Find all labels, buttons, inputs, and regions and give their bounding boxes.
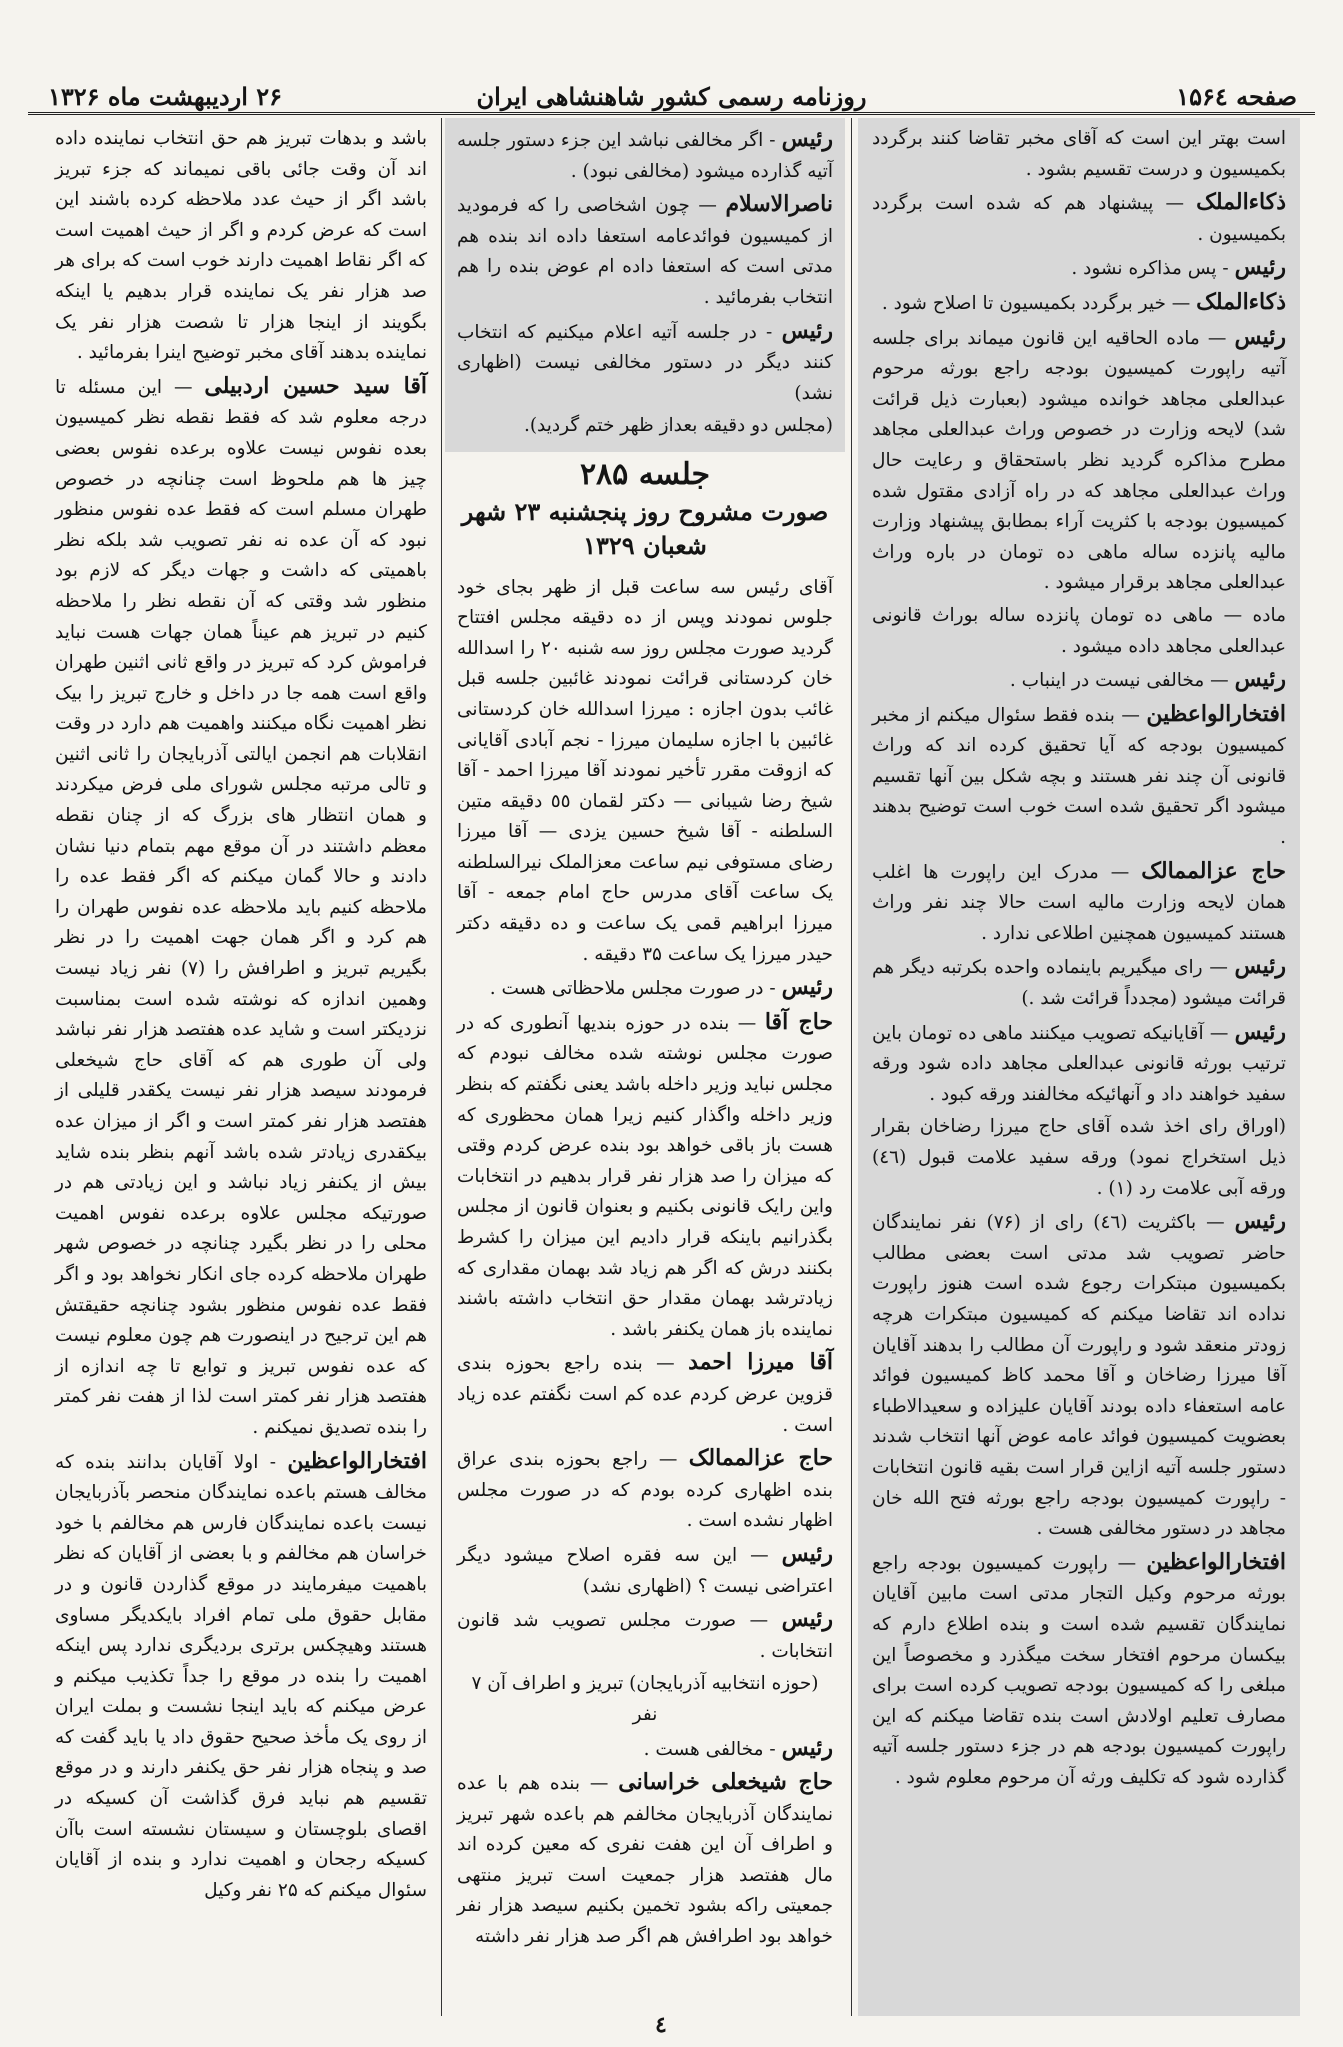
paragraph xyxy=(457,1347,833,1441)
speaker-name: افتخارالواعظین xyxy=(1146,700,1286,727)
paragraph-text: - اگر مخالفی نباشد این جزء دستور جلسه آتیه گذارده میشود (مخالفی نبود) . xyxy=(457,130,833,182)
paragraph-text: - پس مذاکره نشود . xyxy=(1071,258,1229,280)
paragraph-text: (مجلس دو دقیقه بعداز ظهر ختم گردید). xyxy=(523,415,833,437)
paragraph-text: — ماده الحاقیه این قانون میماند برای جلسه آتیه راپورت کمیسیون بودجه راجع بورثه مرحوم عبدالعلی مجاهد خوانده میشود (بعبارت ذیل قرائت شد) لایحه وزارت در خصوص وراث عبدالعلی مجاهد مطرح مذاکره گردید نظر باستحقاق و رعایت حال وراث عبدالعلی مجاهد که در راه آزادی مقتول شده کمیسیون بودجه با کثریت آراء بمطابق پیشنهاد وزارت مالیه پانزده ساله ماهی ده تومان در باره وراث عبدالعلی مجاهد برقرار میشود . xyxy=(872,327,1286,594)
paragraph-text: است بهتر این است که آقای مخبر تقاضا کنند برگردد بکمیسیون و درست تقسیم بشود . xyxy=(872,128,1286,180)
session-title: جلسه ۲۸۵ xyxy=(579,456,711,492)
speaker-name: رئیس xyxy=(1234,323,1286,350)
speaker-name: رئیس xyxy=(1234,953,1286,980)
paragraph xyxy=(55,124,427,369)
speaker-name: آقا میرزا احمد xyxy=(688,1349,833,1376)
middle-shaded-block xyxy=(445,118,845,452)
column-divider xyxy=(441,118,442,2016)
paragraph-text: — باکثریت (٤٦) رای از (۷۶) نفر نمایندگان حاضر تصویب شد مدتی است بعضی مطالب بکمیسیون مبتکرات رجوع شده است هنوز راپورت نداده اند تقاضا میکنم که کمیسیون مبتکرات هرچه زودتر منعقد شود و راپورت آن مطالب را بدهند آقایان آقا میرزا رضاخان و آقا محمد کاظ کمیسیون فوائد عامه استعفاء داده بودند آقایان علیزاده و سعیدالاطباء بعضویت کمیسیون فوائد عامه عوض آنها انتخاب شدند دستور جلسه آتیه ازاین قرار است بقیه قانون انتخابات - راپورت کمیسیون بودجه راجع بورثه فتح الله خان مجاهد در دستور مخالفی هست . xyxy=(872,1212,1286,1540)
paragraph-text: — پیشنهاد هم که شده است برگردد بکمیسیون . xyxy=(872,193,1286,245)
paragraph xyxy=(457,1539,833,1602)
speaker-name: رئیس xyxy=(781,1606,833,1633)
right-column xyxy=(858,118,1300,2016)
paragraph xyxy=(457,1767,833,1953)
paragraph xyxy=(457,189,833,313)
paragraph-text: — این سه فقره اصلاح میشود دیگر اعتراضی نیست ؟ (اظهاری نشد) xyxy=(457,1544,833,1597)
paragraph-text: ماده — ماهی ده تومان پانزده ساله بوراث قانونی عبدالعلی مجاهد داده میشود . xyxy=(872,604,1286,657)
speaker-name: رئیس xyxy=(781,1734,833,1761)
paragraph xyxy=(872,322,1286,599)
paragraph xyxy=(457,972,833,1005)
paragraph xyxy=(872,601,1286,662)
paragraph-text: (اوراق رای اخذ شده آقای حاج میرزا رضاخان بقرار ذیل استخراج نمود) ورقه سفید علامت قبول (٤٦) ورقه آبی علامت رد (۱) . xyxy=(872,1116,1286,1199)
speaker-name: رئیس xyxy=(781,317,833,344)
paragraph-text: - اولا آقایان بدانند بنده که مخالف هستم باعده نمایندگان منحصر بآذربایجان نیست باعده نمایندگان فارس هم مخالفم با خود خراسان هم مخالفم و با بعضی از آقایان که نظر باهمیت میفرمایند در موقع گذاردن قانون و در مقابل حقوق ملی تمام افراد بایکدیگر مساوی هستند وهیچکس برتری بردیگری ندارد پس اینکه اهمیت را بنده در موقع را جداً تکذیب میکنم و عرض میکنم که باید اینجا نشست و بملت ایران از روی یک مأخذ صحیح حقوق داد یا باید گفت که صد و پنجاه هزار نفر حق یکنفر دارند و در موقع تقسیم هم نباید فرق گذاشت آن کسیکه در اقصای بلوچستان و سیستان نشسته است باآن کسیکه رجحان و اهمیت ندارد و بنده از آقایان سئوال میکنم که ۲۵ نفر وکیل xyxy=(55,1451,427,1901)
paragraph-text: - مخالفی هست . xyxy=(643,1738,776,1760)
speaker-name: رئیس xyxy=(1234,1018,1286,1045)
speaker-name: رئیس xyxy=(781,1540,833,1567)
paragraph-text: — مدرک این راپورت ها اغلب همان لایحه وزارت مالیه است حالا چند نفر وراث هستند کمیسیون همچنین اطلاعی ندارد . xyxy=(872,861,1286,944)
paragraph-text: - در جلسه آتیه اعلام میکنیم که انتخاب کنند دیگر در دستور مخالفی نیست (اظهاری نشد) xyxy=(457,321,833,404)
page-number: ٤ xyxy=(655,2012,667,2038)
paragraph-text: — رای میگیریم باینماده واحده بکرتبه دیگر هم قرائت میشود (مجدداً قرائت شد .) xyxy=(872,957,1286,1010)
page-label: صفحه ۱۵۶٤ xyxy=(1176,82,1297,111)
paragraph-text: — چون اشخاصی را که فرمودید از کمیسیون فوائدعامه استعفا داده اند بنده هم مدتی است که استعفا داده ام عوض بنده را هم انتخاب بفرمائید . xyxy=(457,195,833,308)
speaker-name: آقا سید حسین اردبیلی xyxy=(204,372,427,399)
paragraph xyxy=(872,699,1286,854)
speaker-name: ذکاءالملک xyxy=(1196,189,1286,216)
speaker-name: ذکاءالملک xyxy=(1196,288,1286,315)
paragraph-text: — بنده در حوزه بندیها آنطوری که در صورت مجلس نوشته شده مخالف نبودم که مجلس نباید وزیر داخله باشد یعنی نگفتم که بنظر وزیر داخله واگذار کنیم زیرا همان محظوری که هست باز باقی خواهد بود بنده عرض کردم وقتی که میزان را صد هزار نفر قرار بدهیم در انتخابات واین رایک قانونی بکنیم و بعنوان قانون از مجلس بگذرانیم باینکه قرار دادیم این میزان را کشرط بکنند درش که اگر هم زیاد شد بهمان مقداری که زیادترشد بهمان مقدار حق انتخاب داشته باشند نماینده باز همان یکنفر باشد . xyxy=(457,1012,833,1340)
speaker-name: حاج عزالممالک xyxy=(688,1445,833,1472)
paragraph-text: — بنده فقط سئوال میکنم از مخبر کمیسیون بودجه که آیا تحقیق کرده اند که وراث قانونی آن چند نفر هستند و بچه شکل بین آنها تقسیم میشود اگر تحقیق شده است خوب است توضیح بدهند . xyxy=(872,704,1286,849)
paragraph xyxy=(55,371,427,1444)
paragraph xyxy=(457,1669,833,1730)
speaker-name: حاج شیخعلی خراسانی xyxy=(618,1769,834,1796)
paragraph-text: — بنده هم با عده نمایندگان آذربایجان مخالفم هم باعده شهر تبریز و اطراف آن این هفت نفری که معین کرده اند مال هفتصد هزار جمعیت است تبریز منتهی جمعیتی راکه بشود تخمین بکنیم سیصد هزار نفر خواهد بود اطرافش هم اگر صد هزار نفر داشته xyxy=(457,1773,833,1948)
paragraph xyxy=(872,187,1286,250)
paragraph xyxy=(55,1446,427,1907)
paragraph xyxy=(457,124,833,187)
paragraph xyxy=(457,1443,833,1537)
paragraph xyxy=(872,1017,1286,1111)
middle-body xyxy=(457,573,833,1953)
newspaper-title: روزنامه رسمی کشور شاهنشاهی ایران xyxy=(476,82,867,111)
paragraph-text: (حوزه انتخابیه آذربایجان) تبریز و اطراف آن ۷ نفر xyxy=(471,1673,819,1725)
issue-date: ۲۶ اردیبهشت ماه ۱۳۲۶ xyxy=(48,82,283,111)
paragraph-text: آقای رئیس سه ساعت قبل از ظهر بجای خود جلوس نمودند وپس از ده دقیقه مجلس افتتاح گردید صورت مجلس روز سه شنبه ۲۰ را اسدالله خان کردستانی قرائت نمودند غائبین جلسه قبل غائب بدون اجازه : میرزا اسدالله خان کردستانی غائبین با اجازه سلیمان میرزا - نجم آبادی آقایانی که ازوقت مقرر تأخیر نمودند آقا میرزا احمد - آقا شیخ رضا شیبانی — دکتر لقمان ٥٥ دقیقه متین السلطنه - آقا شیخ حسین یزدی — آقا میرزا رضای مستوفی نیم ساعت معزالملک نیرالسلطنه یک ساعت آقای مدرس حاج امام جمعه - آقا میرزا ابراهیم قمی یک ساعت و ده دقیقه دکتر حیدر میرزا یک ساعت ۳۵ دقیقه . xyxy=(457,576,833,965)
speaker-name: افتخارالواعظین xyxy=(287,1447,427,1474)
paragraph-text: — خیر برگردد بکمیسیون تا اصلاح شود . xyxy=(881,292,1191,314)
paragraph xyxy=(457,1007,833,1346)
speaker-name: رئیس xyxy=(1234,666,1286,693)
paragraph xyxy=(457,1604,833,1667)
speaker-name: افتخارالواعظین xyxy=(1146,1548,1286,1575)
left-column xyxy=(45,118,437,2016)
paragraph xyxy=(872,951,1286,1014)
paragraph-text: — مخالفی نیست در اینباب . xyxy=(1009,670,1229,692)
paragraph-text: — صورت مجلس تصویب شد قانون انتخابات . xyxy=(457,1610,833,1662)
paragraph xyxy=(872,124,1286,185)
speaker-name: رئیس xyxy=(781,974,833,1001)
paragraph-text: — راجع بحوزه بندی عراق بنده اظهاری کرده بودم که در صورت مجلس اظهار نشده است . xyxy=(457,1449,833,1532)
speaker-name: ناصرالاسلام xyxy=(725,191,833,218)
paragraph-text: - در صورت مجلس ملاحظاتی هست . xyxy=(489,978,776,1000)
paragraph-text: باشد و بدهات تبریز هم حق انتخاب نماینده داده اند آن وقت جائی باقی نمیماند که جزء تبریز باشد اگر از حیث عدد ملاحظه کرده باشند این است که عرض کردم و اگر از حیث اهمیت است که اگر نقاط اهمیت دارند خوب است که برای هر صد هزار نفر یک نماینده قرار بدهیم یا اینکه بگویند از اینجا هزار تا شصت هزار نفر یک نماینده بدهند آقای مخبر توضیح اینرا بفرمائید . xyxy=(55,128,427,364)
speaker-name: حاج آقا xyxy=(764,1008,833,1035)
paragraph xyxy=(872,252,1286,285)
paragraph-text: — آقایانیکه تصویب میکنند ماهی ده تومان باین ترتیب بورثه قانونی عبدالعلی مجاهد داده شود ورقه سفید خواهند داد و آنهائیکه مخالفند ورقه کبود . xyxy=(872,1022,1286,1105)
header-rule xyxy=(28,112,1315,115)
paragraph-text: — راپورت کمیسیون بودجه راجع بورثه مرحوم وکیل التجار مدتی است مابین آقایان نمایندگان تقسیم شده است و بنده اطلاع دارم که بیکسان مرحوم افتخار سخت میگذرد و مخصوصاً این مبلغی را که کمیسیون بودجه تصویب کرده است برای مصارف تعلیم اولادش است بنده تقاضا میکنم که این راپورت کمیسیون بودجه هم در جزء دستور جلسه آتیه گذارده شود که تکلیف ورثه آن مرحوم معلوم شود . xyxy=(872,1552,1286,1788)
paragraph xyxy=(872,1112,1286,1204)
paragraph-text: — بنده راجع بحوزه بندی قزوین عرض کردم عده کم است نگفتم عده زیاد است . xyxy=(457,1353,833,1436)
session-heading: صورت مشروح روز پنجشنبه ۲۳ شهر شعبان ۱۳۲۹ xyxy=(461,496,829,560)
paragraph xyxy=(457,411,833,442)
paragraph-text: — این مسئله تا درجه معلوم شد که فقط نقطه نظر کمیسیون بعده نفوس نیست علاوه برعده نفوس بعضی چیز ها هم ملحوظ است چنانچه در خصوص طهران مسلم است که فقط عده نفوس منظور نبود که آن عده نه نفر تصویب شد بلکه نظر باهمیتی که داشت و جهات دیگر که لازم بود منظور شد وقتی که آن نقطه نظر را ملاحظه کنیم در تبریز هم عیناً همان جهات هست نباید فراموش کرد که تبریز در واقع ثانی اثنین طهران واقع است همه جا در داخل و خارج تبریز را بیک نظر اهمیت نگاه میکنند واهمیت هم دارد در وقت انقلابات هم انجمن ایالتی آذربایجان را ثانی اثنین و تالی مرتبه مجلس شورای ملی فرض میکردند و همان انتظار های بزرگ که از چنان نقطه معظم داشتند در آن موقع مهم بتمام دنیا نشان دادند و حالا گمان میکنم که اگر فقط عده را ملاحظه کنیم باید ملاحظه عده نفوس طهران را هم کرد و اگر همان جهت اهمیت را در نظر بگیریم تبریز و اطرافش را (۷) نفر زیاد نیست وهمین اندازه که نوشته شده است بمناسبت نزدیکتر است و شاید عده هفتصد هزار نفر نباشد ولی آن طوری هم که آقای حاج شیخعلی فرمودند سیصد هزار نفر نیست یکقدر قلیلی از هفتصد هزار نفر کمتر است و اگر از میزان عده بیکقدری زیادتر شده باشد آنهم بنظر بنده شاید بیش از یکنفر زیاد نباشد و این زیادتی هم در صورتیکه مجلس علاوه برعده نفوس اهمیت محلی را در نظر بگیرد چنانچه در خصوص شهر طهران ملاحظه کرده جای انکار نخواهد بود و اگر فقط عده نفوس منظور بشود چنانچه حقیقتش هم این ترجیح در اینصورت هم چون معلوم نیست که عده نفوس تبریز و توابع تا چه اندازه از هفتصد هزار نفر کمتر است لذا از هفت نفر کمتر را بنده تصدیق نمیکنم . xyxy=(55,376,428,1438)
page-header xyxy=(28,52,1315,110)
speaker-name: رئیس xyxy=(781,126,834,152)
speaker-name: رئیس xyxy=(1234,1208,1286,1235)
paragraph xyxy=(872,1206,1286,1545)
paragraph xyxy=(457,573,833,971)
paragraph xyxy=(457,1733,833,1766)
paragraph xyxy=(872,287,1286,320)
speaker-name: رئیس xyxy=(1234,254,1286,281)
paragraph xyxy=(872,856,1286,950)
middle-column xyxy=(445,118,845,2016)
paragraph xyxy=(457,316,833,410)
paragraph xyxy=(872,664,1286,697)
paragraph xyxy=(872,1547,1286,1794)
column-divider xyxy=(851,118,852,2016)
speaker-name: حاج عزالممالک xyxy=(1141,857,1287,884)
